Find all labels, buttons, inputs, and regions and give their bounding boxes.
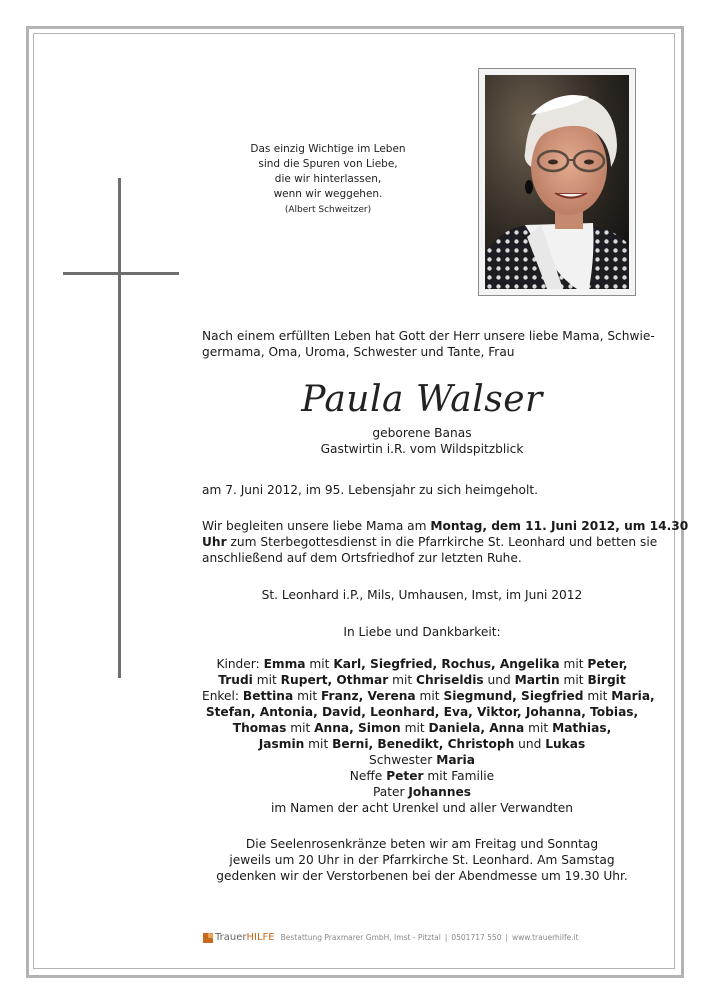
trauerhilfe-logo-icon — [203, 933, 213, 943]
family-label: Pater — [372, 785, 409, 799]
funeral-line — [202, 518, 689, 534]
death-notice-text: am 7. Juni 2012, im 95. Lebensjahr zu sich heimgeholt. — [202, 483, 538, 497]
footer-brand: Trauer — [215, 932, 247, 943]
family-conj: und — [483, 673, 515, 687]
family-name: Peter, — [587, 657, 628, 671]
family-name: Berni, Benedikt, Christoph — [332, 737, 515, 751]
family-conj: mit — [305, 657, 334, 671]
family-label: Schwester — [369, 753, 437, 767]
footer-brand-accent: HILFE — [246, 932, 275, 943]
portrait-photo — [485, 75, 629, 289]
family-name: Peter — [386, 769, 424, 783]
family-list — [202, 656, 655, 816]
family-name: Karl, Siegfried, Rochus, Angelika — [333, 657, 560, 671]
family-name: Franz, Verena — [321, 689, 416, 703]
family-conj: mit — [583, 689, 612, 703]
family-conj: mit — [400, 721, 429, 735]
funeral-line — [202, 534, 658, 550]
family-name: Trudi — [218, 673, 253, 687]
family-name: Jasmin — [258, 737, 305, 751]
family-label: Enkel: — [202, 689, 243, 703]
quote-author: (Albert Schweitzer) — [284, 205, 372, 215]
quote-line: die wir hinterlassen, — [274, 173, 382, 185]
family-line — [202, 736, 642, 752]
family-text: mit Familie — [423, 769, 495, 783]
family-conj: mit — [559, 673, 588, 687]
quote-line: wenn wir weggehen. — [273, 188, 383, 200]
footer-phone: 0501717 550 — [451, 933, 502, 942]
rosary-line: gedenken wir der Verstorbenen bei der Abendmesse um 19.30 Uhr. — [216, 869, 628, 883]
deceased-details — [202, 425, 642, 457]
family-name: Siegmund, Siegfried — [443, 689, 584, 703]
family-name: Maria, — [611, 689, 655, 703]
family-conj: mit — [252, 673, 281, 687]
family-label: Kinder: — [216, 657, 264, 671]
family-conj: mit — [388, 673, 417, 687]
family-line — [202, 704, 642, 720]
family-name: Rupert, Othmar — [280, 673, 389, 687]
family-name: Birgit — [587, 673, 626, 687]
family-line-kinder — [202, 656, 642, 672]
cross-icon-bar — [63, 272, 179, 275]
funeral-line: anschließend auf dem Ortsfriedhof zur letzten Ruhe. — [202, 551, 522, 565]
family-line-enkel — [202, 688, 655, 704]
footer — [203, 932, 579, 943]
family-line-pater — [202, 784, 642, 800]
funeral-time-unit: Uhr — [202, 535, 227, 549]
family-name: Anna, Simon — [314, 721, 401, 735]
rosary-line: jeweils um 20 Uhr in der Pfarrkirche St. Leonhard. Am Samstag — [229, 853, 615, 867]
occupation: Gastwirtin i.R. vom Wildspitzblick — [320, 442, 524, 456]
place-date-text: St. Leonhard i.P., Mils, Umhausen, Imst, im Juni 2012 — [261, 588, 583, 602]
family-conj: mit — [293, 689, 322, 703]
cross-icon — [118, 178, 121, 678]
portrait-photo-frame — [478, 68, 636, 296]
footer-separator: | — [444, 933, 448, 942]
family-name: Daniela, Anna — [428, 721, 525, 735]
family-line — [202, 720, 642, 736]
family-name: Thomas — [232, 721, 287, 735]
family-name: Lukas — [545, 737, 586, 751]
family-conj: mit — [524, 721, 553, 735]
family-label: Neffe — [349, 769, 387, 783]
family-name: Mathias, — [552, 721, 612, 735]
gratitude — [202, 624, 642, 640]
funeral-text: Wir begleiten unsere liebe Mama am — [202, 519, 431, 533]
family-conj: mit — [559, 657, 588, 671]
family-line-neffe — [202, 768, 642, 784]
rosary-line: Die Seelenrosenkränze beten wir am Freitag und Sonntag — [245, 837, 599, 851]
intro-line: Nach einem erfüllten Leben hat Gott der Herr unsere liebe Mama, Schwie- — [202, 329, 655, 343]
family-name: Stefan, Antonia, David, Leonhard, Eva, Viktor, Johanna, Tobias, — [205, 705, 639, 719]
funeral-paragraph — [202, 518, 689, 566]
quote-line: sind die Spuren von Liebe, — [258, 158, 398, 170]
gratitude-text: In Liebe und Dankbarkeit: — [343, 625, 501, 639]
family-name: Emma — [263, 657, 306, 671]
place-date — [202, 587, 642, 603]
family-line-schwester — [202, 752, 642, 768]
funeral-date: Montag, dem 11. Juni 2012, um 14.30 — [430, 519, 689, 533]
footer-web[interactable]: www.trauerhilfe.it — [512, 933, 579, 942]
footer-company: Bestattung Praxmarer GmbH, Imst - Pitztal — [280, 933, 441, 942]
family-conj: mit — [286, 721, 315, 735]
epigraph-quote — [238, 142, 418, 218]
family-name: Bettina — [242, 689, 294, 703]
deceased-name: Paula Walser — [301, 379, 543, 420]
intro-paragraph — [202, 328, 655, 360]
family-conj: und — [514, 737, 546, 751]
funeral-text: zum Sterbegottesdienst in die Pfarrkirche St. Leonhard und betten sie — [226, 535, 658, 549]
family-line — [202, 672, 642, 688]
rosary-paragraph — [202, 836, 642, 884]
footer-separator: | — [505, 933, 508, 942]
quote-line: Das einzig Wichtige im Leben — [250, 143, 406, 155]
family-name: Maria — [436, 753, 475, 767]
family-closing: im Namen der acht Urenkel und aller Verwandten — [270, 801, 574, 815]
family-conj: mit — [304, 737, 333, 751]
family-name: Martin — [514, 673, 560, 687]
family-conj: mit — [415, 689, 444, 703]
intro-line: germama, Oma, Uroma, Schwester und Tante, Frau — [202, 345, 515, 359]
birth-name: geborene Banas — [372, 426, 472, 440]
family-name: Johannes — [408, 785, 472, 799]
death-notice — [202, 482, 642, 498]
family-name: Chriseldis — [416, 673, 484, 687]
